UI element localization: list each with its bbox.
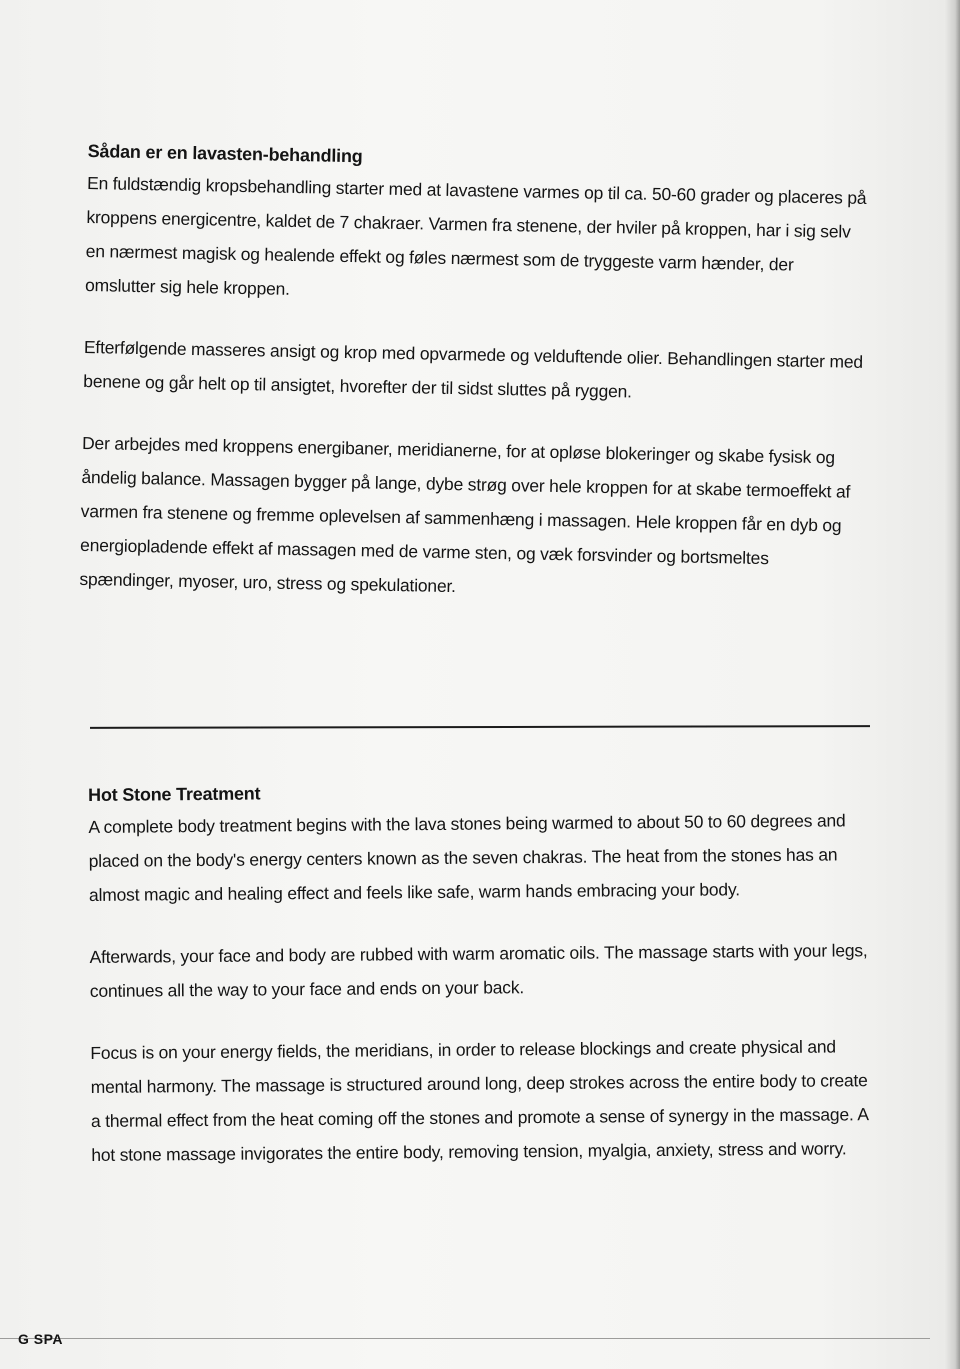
- page-bottom-edge: [0, 1338, 930, 1339]
- page-right-edge: [944, 0, 960, 1369]
- danish-paragraph-1: En fuldstændig kropsbehandling starter med at lavastene varmes op til ca. 50-60 grader og placeres på kroppens energicentre, kaldet de 7 chakraer. Varmen fra stenene, der hviler på kroppen, har i sig selv en nærmest magisk og healende effekt og føles nærmest som de tryggeste varm hænder, der omslutter sig hele kroppen.: [84, 172, 867, 299]
- danish-heading: Sådan er en lavasten-behandling: [87, 140, 363, 167]
- english-section: [88, 773, 872, 1200]
- english-paragraph-1: A complete body treatment begins with the lava stones being warmed to about 50 to 60 degrees and placed on the body's energy centers known as the seven chakras. The heat from the stones has an almost magic and healing effect and feels like safe, warm hands embracing your body.: [88, 810, 846, 905]
- danish-section: [79, 136, 868, 639]
- english-heading: Hot Stone Treatment: [88, 783, 261, 805]
- danish-paragraph-2: Efterfølgende masseres ansigt og krop med opvarmede og velduftende olier. Behandlingen starter med benene og går helt op til ansigtet, hvorefter der til sidst sluttes på ryggen.: [83, 336, 864, 402]
- footer-brand: G SPA: [18, 1331, 64, 1347]
- section-divider: [90, 725, 870, 729]
- english-paragraph-3: Focus is on your energy fields, the meridians, in order to release blockings and create physical and mental harmony. The massage is structured around long, deep strokes across the entire body to create a thermal effect from the heat coming off the stones and promote a sense of synergy in the massage. A hot stone massage invigorates the entire body, removing tension, myalgia, anxiety, stress and worry.: [90, 1036, 868, 1165]
- english-paragraph-2: Afterwards, your face and body are rubbed with warm aromatic oils. The massage starts with your legs, continues all the way to your face and ends on your back.: [89, 940, 868, 1001]
- danish-paragraph-3: Der arbejdes med kroppens energibaner, meridianerne, for at opløse blokeringer og skabe fysisk og åndelig balance. Massagen bygger på lange, dybe strøg over hele kroppen for at skabe termoeffekt af varmen fra stenene og fremme oplevelsen af sammenhæng i massagen. Hele kroppen får en dyb og energiopladende effekt af massagen med de varme sten, og væk forsvinder og bortsmeltes spændinger, myoser, uro, stress og spekulationer.: [79, 432, 851, 597]
